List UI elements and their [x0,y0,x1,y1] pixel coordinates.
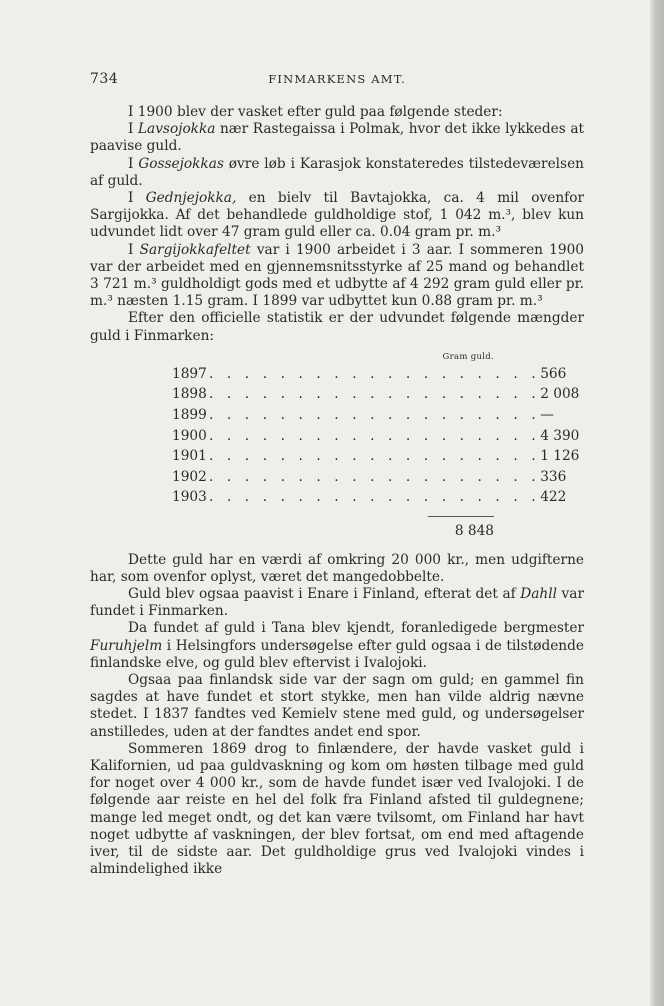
table-row [172,467,567,488]
paragraph [90,741,584,879]
text-run: I [128,190,146,207]
text-run: I 1900 blev der vasket efter guld paa følgende steder: [128,104,503,120]
paragraph [90,156,584,190]
table-rows [172,364,580,508]
text-run: I [128,155,139,172]
row-year: 1901 [172,448,207,465]
leader-dots: . . . . . . . . . . . . . . . . . . . [209,407,541,424]
row-year: 1902 [172,468,207,485]
italic-name: Sargijokkafeltet [139,241,251,258]
text-run: var i 1900 arbeidet i 3 aar. I sommeren 1900 var der arbeidet med en gjennemsnitsstyrke af 25 mand og behandlet 3 721 m.³ guldholdigt gods med et udbytte af 4 292 gram guld eller pr. m.³ næsten 1.15 gram. I 1899 var udbyttet kun 0.88 gram pr. m.³ [90,241,584,310]
row-value: 566 [540,365,567,382]
text-run: I [128,121,138,138]
text-run: Dette guld har en værdi af omkring 20 000 kr., men udgifterne har, som ovenfor oplyst, været det mangedobbelte. [90,551,584,585]
row-year: 1897 [172,365,207,382]
italic-name: Dahll [520,586,557,602]
paragraph [90,121,584,155]
italic-name: Lavsojokka [137,121,216,138]
row-value: 1 126 [540,448,580,465]
row-value: — [540,407,554,424]
row-year: 1903 [172,489,207,506]
table-row [172,446,580,467]
text-run: nær Rastegaissa i Polmak, hvor det ikke lykkedes at paavise guld. [90,121,584,155]
text-run: Guld blev ogsaa paavist i Enare i Finland, efterat det af [128,586,521,602]
leader-dots: . . . . . . . . . . . . . . . . . . . [209,427,541,444]
table-column-header: Gram guld. [442,351,494,362]
page-number: 734 [90,71,119,87]
leader-dots: . . . . . . . . . . . . . . . . . . . [209,365,541,382]
italic-name: Gednjejokka, [145,190,237,207]
paragraphs-bottom [90,552,584,879]
paragraph [90,586,584,620]
italic-name: Gossejokkas [138,155,224,172]
text-run: I [128,241,140,258]
table-row [172,487,567,508]
text-run: øvre løb i Karasjok konstateredes tilstedeværelsen af guld. [90,155,584,189]
row-value: 4 390 [540,427,580,444]
leader-dots: . . . . . . . . . . . . . . . . . . . [209,468,541,485]
row-value: 2 008 [540,386,580,403]
text-run: Efter den officielle statistik er der udvundet følgende mængder guld i Finmarken: [90,310,584,344]
table-row [172,405,554,426]
text-run: var fundet i Finmarken. [90,586,584,620]
table-total: 8 848 [454,523,494,539]
running-head: FINMARKENS AMT. [268,72,406,86]
leader-dots: . . . . . . . . . . . . . . . . . . . [209,448,541,465]
text-run: Da fundet af guld i Tana blev kjendt, foranledigede bergmester [128,620,584,637]
sum-rule [428,516,494,517]
table-row [172,426,580,447]
paragraph [90,552,584,586]
text-run: Ogsaa paa finlandsk side var der sagn om guld; en gammel fin sagdes at have fundet et stort stykke, men han vilde aldrig nævne stedet. I 1837 fandtes ved Kemielv stene med guld, og undersøgelser anstilledes, uden at der fandtes andet end spor. [90,672,584,740]
row-value: 336 [540,468,567,485]
paragraph [90,620,584,672]
paragraphs-top [90,104,584,345]
table-row [172,384,580,405]
book-spine-shadow [654,0,664,1006]
row-year: 1898 [172,386,207,403]
row-year: 1899 [172,407,207,424]
text-run: i Helsingfors undersøgelse efter guld ogsaa i de tilstødende finlandske elve, og guld blev eftervist i Ivalojoki. [90,637,584,671]
page-body [90,104,584,878]
row-value: 422 [540,489,567,506]
paragraph [90,104,584,121]
page-header [90,71,584,91]
text-run: en bielv til Bavtajokka, ca. 4 mil ovenfor Sargijokka. Af det behandlede guldholdige stof, 1 042 m.³, blev kun udvundet lidt over 47 gram guld eller ca. 0.04 gram pr. m.³ [90,190,584,241]
row-year: 1900 [172,427,207,444]
paragraph [90,190,584,242]
gold-production-table [172,350,580,542]
text-run: Sommeren 1869 drog to finlændere, der havde vasket guld i Kalifornien, ud paa guldvaskning og kom om høsten tilbage med guld for noget over 4 000 kr., som de havde fundet især ved Ivalojoki. I de følgende aar reiste en hel del folk fra Finland afsted til guldegnene; mange led meget ondt, og det kan være tvilsomt, om Finland har havt noget udbytte af vaskningen, der blev fortsat, om end med aftagende iver, til de sidste aar. Det guldholdige grus ved Ivalojoki vindes i almindelighed ikke [90,740,584,878]
leader-dots: . . . . . . . . . . . . . . . . . . . [209,386,541,403]
table-row [172,364,567,385]
leader-dots: . . . . . . . . . . . . . . . . . . . [209,489,541,506]
paragraph [90,672,584,741]
paragraph [90,310,584,344]
paragraph [90,242,584,311]
italic-name: Furuhjelm [90,637,163,654]
